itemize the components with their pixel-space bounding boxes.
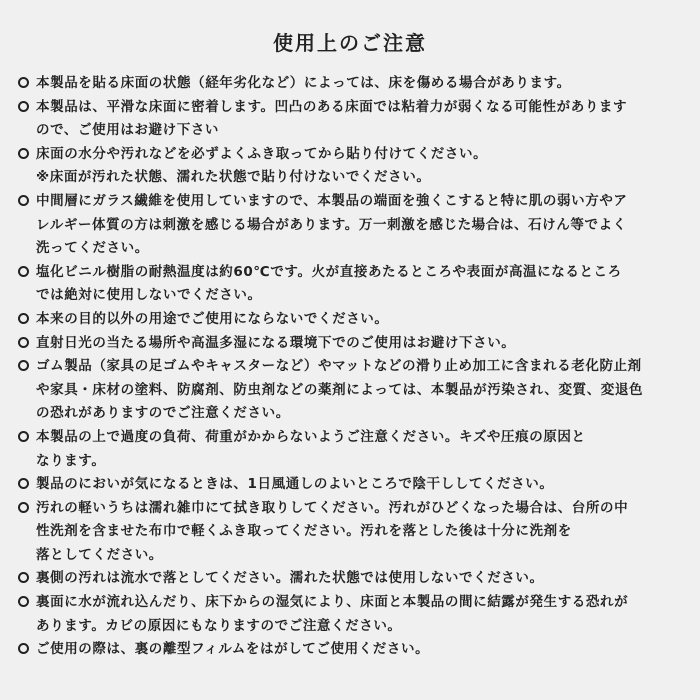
caution-text-line: 床面の水分や汚れなどを必ずよくふき取ってから貼り付けてください。 <box>36 145 488 162</box>
caution-text-line: では絶対に使用しないでください。 <box>36 287 262 304</box>
caution-item <box>18 96 682 143</box>
caution-item <box>18 308 682 332</box>
caution-text-line: 直射日光の当たる場所や高温多湿になる環境下でのご使用はお避け下さい。 <box>36 334 516 351</box>
circle-bullet-icon <box>18 643 29 654</box>
caution-item <box>18 261 682 308</box>
caution-text-line: 裏面に水が流れ込んだり、床下からの湿気により、床面と本製品の間に結露が発生する恐れが <box>36 594 629 611</box>
caution-text <box>36 473 682 497</box>
caution-text-line: の恐れがありますのでご注意ください。 <box>36 405 290 422</box>
caution-text <box>36 261 682 308</box>
caution-text-line: 塩化ビニル樹脂の耐熱温度は約60℃です。火が直接あたるところや表面が高温になるところ <box>36 263 622 280</box>
caution-text-line: 性洗剤を含ませた布巾で軽くふき取ってください。汚れを落とした後は十分に洗剤を <box>36 523 572 540</box>
caution-list <box>18 72 682 662</box>
circle-bullet-icon <box>18 77 29 88</box>
caution-text-line: 中間層にガラス繊維を使用していますので、本製品の端面を強くこすると特に肌の弱い方やア <box>36 192 628 209</box>
circle-bullet-icon <box>18 148 29 159</box>
circle-bullet-icon <box>18 360 29 371</box>
caution-text <box>36 355 682 426</box>
caution-text-line: レルギー体質の方は刺激を感じる場合があります。万一刺激を感じた場合は、石けん等でよく <box>36 216 627 233</box>
circle-bullet-icon <box>18 478 29 489</box>
circle-bullet-icon <box>18 313 29 324</box>
circle-bullet-icon <box>18 337 29 348</box>
caution-item <box>18 591 682 638</box>
caution-item <box>18 426 682 473</box>
caution-text-line: 洗ってください。 <box>36 240 149 257</box>
caution-item <box>18 638 682 662</box>
caution-text <box>36 567 682 591</box>
caution-text <box>36 426 682 473</box>
circle-bullet-icon <box>18 596 29 607</box>
caution-text <box>36 332 682 356</box>
caution-text <box>36 190 682 261</box>
caution-text-line: ので、ご使用はお避け下さい <box>36 122 220 139</box>
caution-text-line: 落としてください。 <box>36 546 163 563</box>
caution-item <box>18 72 682 96</box>
caution-text <box>36 308 682 332</box>
caution-item <box>18 355 682 426</box>
caution-text-line: あります。カビの原因にもなりますのでご注意ください。 <box>36 617 402 634</box>
circle-bullet-icon <box>18 572 29 583</box>
caution-text-line: ゴム製品（家具の足ゴムやキャスターなど）やマットなどの滑り止め加工に含まれる老化防止剤 <box>36 358 642 375</box>
caution-text-line: 製品のにおいが気になるときは、1日風通しのよいところで陰干ししてください。 <box>36 476 554 493</box>
page-title: 使用上のご注意 <box>273 31 427 55</box>
caution-text-line: 汚れの軽いうちは濡れ雑巾にて拭き取りしてください。汚れがひどくなった場合は、台所の中 <box>36 499 629 516</box>
caution-text-line: 本製品の上で過度の負荷、荷重がかからないようご注意ください。キズや圧痕の原因と <box>36 428 586 445</box>
caution-text <box>36 96 682 143</box>
caution-text-line: なります。 <box>36 452 106 469</box>
caution-text-line: ご使用の際は、裏の離型フィルムをはがしてご使用ください。 <box>36 641 430 658</box>
circle-bullet-icon <box>18 195 29 206</box>
caution-text <box>36 497 682 568</box>
caution-text <box>36 591 682 638</box>
caution-text-line: ※床面が汚れた状態、濡れた状態で貼り付けないでください。 <box>36 169 431 186</box>
caution-text <box>36 72 682 96</box>
caution-text-line: 本来の目的以外の用途でご使用にならないでください。 <box>36 310 389 327</box>
caution-text-line: 裏側の汚れは流水で落としてください。濡れた状態では使用しないでください。 <box>36 570 544 587</box>
circle-bullet-icon <box>18 431 29 442</box>
caution-text-line: 本製品は、平滑な床面に密着します。凹凸のある床面では粘着力が弱くなる可能性があります <box>36 98 628 115</box>
caution-item <box>18 567 682 591</box>
caution-item <box>18 190 682 261</box>
circle-bullet-icon <box>18 266 29 277</box>
circle-bullet-icon <box>18 101 29 112</box>
circle-bullet-icon <box>18 502 29 513</box>
caution-text <box>36 638 682 662</box>
caution-item <box>18 473 682 497</box>
caution-text-line: 本製品を貼る床面の状態（経年劣化など）によっては、床を傷める場合があります。 <box>36 75 571 91</box>
caution-item <box>18 497 682 568</box>
caution-text-line: や家具・床材の塗料、防腐剤、防虫剤などの薬剤によっては、本製品が汚染され、変質、変退色 <box>36 381 644 398</box>
caution-item <box>18 143 682 190</box>
caution-text <box>36 143 682 190</box>
caution-item <box>18 332 682 356</box>
